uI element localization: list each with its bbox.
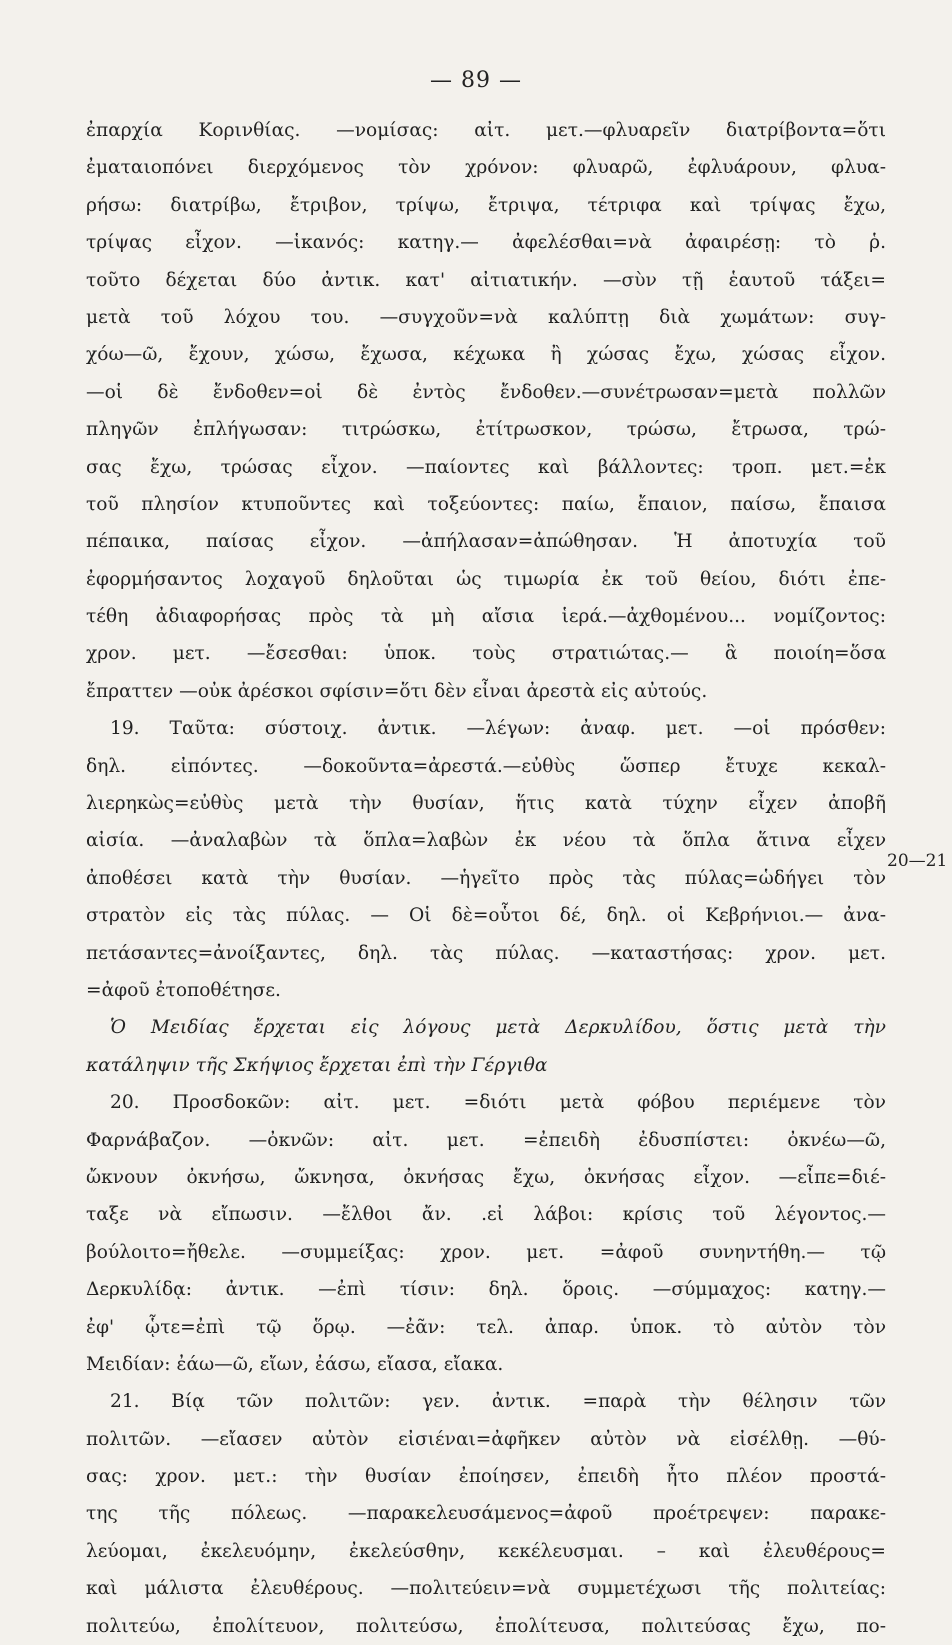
text-line: —οἱ δὲ ἔνδοθεν=οἱ δὲ ἐντὸς ἔνδοθεν.—συνέτρωσαν=μετὰ πολλῶν <box>86 381 886 403</box>
text-line: ρήσω: διατρίβω, ἔτριβον, τρίψω, ἔτριψα, τέτριφα καὶ τρίψας ἔχω, <box>86 194 886 216</box>
text-line: πολιτεύω, ἐπολίτευον, πολιτεύσω, ἐπολίτευσα, πολιτεύσας ἔχω, πο- <box>86 1615 886 1637</box>
text-line: ἐματαιοπόνει διερχόμενος τὸν χρόνον: φλυαρῶ, ἐφλυάρουν, φλυα- <box>86 157 886 179</box>
text-line: ἔπραττεν —οὐκ ἀρέσκοι σφίσιν=ὅτι δὲν εἶναι ἀρεστὰ εἰς αὐτούς. <box>86 680 708 702</box>
page-number: — 89 — <box>430 68 522 93</box>
section-21-start: 21. Βίᾳ τῶν πολιτῶν: γεν. ἀντικ. =παρὰ τὴν θέλησιν τῶν <box>110 1391 886 1413</box>
text-line: πολιτῶν. —εἴασεν αὐτὸν εἰσιέναι=ἀφῆκεν αὐτὸν νὰ εἰσέλθῃ. —θύ- <box>86 1428 886 1450</box>
text-line: ταξε νὰ εἴπωσιν. —ἔλθοι ἄν. .εἰ λάβοι: κρίσις τοῦ λέγοντος.— <box>86 1204 886 1226</box>
text-line: χρον. μετ. —ἔσεσθαι: ὑποκ. τοὺς στρατιώτας.— ἃ ποιοίη=ὅσα <box>86 643 886 665</box>
text-line: σας ἔχω, τρώσας εἶχον. —παίοντες καὶ βάλλοντες: τροπ. μετ.=ἐκ <box>86 456 886 478</box>
text-line: =ἀφοῦ ἐτοποθέτησε. <box>86 979 281 1001</box>
text-line: πληγῶν ἐπλήγωσαν: τιτρώσκω, ἐτίτρωσκον, τρώσω, ἔτρωσα, τρώ- <box>86 419 886 441</box>
text-line: πετάσαντες=ἀνοίξαντες, δηλ. τὰς πύλας. —καταστήσας: χρον. μετ. <box>86 942 886 964</box>
text-line: σας: χρον. μετ.: τὴν θυσίαν ἐποίησεν, ἐπειδὴ ἦτο πλέον προστά- <box>86 1466 886 1488</box>
text-line: δηλ. εἰπόντες. —δοκοῦντα=ἀρεστά.—εὐθὺς ὥσπερ ἔτυχε κεκαλ- <box>86 755 886 777</box>
text-line: στρατὸν εἰς τὰς πύλας. — Οἱ δὲ=οὗτοι δέ, δηλ. οἱ Κεβρήνιοι.— ἀνα- <box>86 905 886 927</box>
text-line: χόω—ῶ, ἔχουν, χώσω, ἔχωσα, κέχωκα ἢ χώσας ἔχω, χώσας εἶχον. <box>86 344 886 366</box>
section-summary-heading-cont: κατάληψιν τῆς Σκήψιος ἔρχεται ἐπὶ τὴν Γέργιθα <box>86 1054 548 1076</box>
text-line: τοῦτο δέχεται δύο ἀντικ. κατ' αἰτιατικήν. —σὺν τῇ ἑαυτοῦ τάξει= <box>86 269 886 291</box>
text-line: μετὰ τοῦ λόχου του. —συγχοῦν=νὰ καλύπτῃ διὰ χωμάτων: συγ- <box>86 306 886 328</box>
text-line: ἐφ' ᾧτε=ἐπὶ τῷ ὅρῳ. —ἐᾶν: τελ. ἀπαρ. ὑποκ. τὸ αὐτὸν τὸν <box>86 1316 886 1338</box>
text-line: ἐφορμήσαντος λοχαγοῦ δηλοῦται ὡς τιμωρία ἐκ τοῦ θείου, διότι ἐπε- <box>86 568 886 590</box>
text-line: πέπαικα, παίσας εἶχον. —ἀπήλασαν=ἀπώθησαν. Ἡ ἀποτυχία τοῦ <box>86 531 886 553</box>
text-line: ἐπαρχία Κορινθίας. —νομίσας: αἰτ. μετ.—φλυαρεῖν διατρίβοντα=ὅτι <box>86 120 886 141</box>
text-line: Φαρνάβαζον. —ὀκνῶν: αἰτ. μετ. =ἐπειδὴ ἐδυσπίστει: ὀκνέω—ῶ, <box>86 1129 886 1151</box>
text-line: καὶ μάλιστα ἐλευθέρους. —πολιτεύειν=νὰ συμμετέχωσι τῆς πολιτείας: <box>86 1578 886 1600</box>
text-line: της τῆς πόλεως. —παρακελευσάμενος=ἀφοῦ προέτρεψεν: παρακε- <box>86 1503 886 1525</box>
text-line: ἀποθέσει κατὰ τὴν θυσίαν. —ἡγεῖτο πρὸς τὰς πύλας=ὡδήγει τὸν <box>86 867 886 889</box>
section-19-start: 19. Ταῦτα: σύστοιχ. ἀντικ. —λέγων: ἀναφ. μετ. —οἱ πρόσθεν: <box>110 718 886 740</box>
text-line: Μειδίαν: ἐάω—ῶ, εἴων, ἐάσω, εἴασα, εἴακα. <box>86 1353 504 1375</box>
text-line: τέθη ἀδιαφορήσας πρὸς τὰ μὴ αἴσια ἱερά.—ἀχθομένου... νομίζοντος: <box>86 606 886 628</box>
commentary-text <box>86 112 886 1645</box>
section-summary-heading: Ὁ Μειδίας ἔρχεται εἰς λόγους μετὰ Δερκυλίδου, ὅστις μετὰ τὴν <box>110 1017 886 1039</box>
text-line: ὤκνουν ὀκνήσω, ὤκνησα, ὀκνήσας ἔχω, ὀκνήσας εἶχον. —εἶπε=διέ- <box>86 1166 886 1188</box>
margin-section-range: 20—21 <box>887 851 948 871</box>
text-line: λιερηκὼς=εὐθὺς μετὰ τὴν θυσίαν, ἥτις κατὰ τύχην εἶχεν ἀποβῆ <box>86 793 886 815</box>
text-line: λεύομαι, ἐκελευόμην, ἐκελεύσθην, κεκέλευσμαι. – καὶ ἐλευθέρους= <box>86 1540 886 1562</box>
text-line: αἰσία. —ἀναλαβὼν τὰ ὅπλα=λαβὼν ἐκ νέου τὰ ὅπλα ἅτινα εἶχεν <box>86 830 886 852</box>
text-line: τρίψας εἶχον. —ἱκανός: κατηγ.— ἀφελέσθαι=νὰ ἀφαιρέσῃ: τὸ ῥ. <box>86 232 886 254</box>
section-20-start: 20. Προσδοκῶν: αἰτ. μετ. =διότι μετὰ φόβου περιέμενε τὸν <box>110 1092 886 1114</box>
text-line: Δερκυλίδᾳ: ἀντικ. —ἐπὶ τίσιν: δηλ. ὅροις. —σύμμαχος: κατηγ.— <box>86 1279 886 1301</box>
text-line: βούλοιτο=ἤθελε. —συμμείξας: χρον. μετ. =ἀφοῦ συνηντήθη.— τῷ <box>86 1241 886 1263</box>
text-line: τοῦ πλησίον κτυποῦντες καὶ τοξεύοντες: παίω, ἔπαιον, παίσω, ἔπαισα <box>86 493 886 515</box>
